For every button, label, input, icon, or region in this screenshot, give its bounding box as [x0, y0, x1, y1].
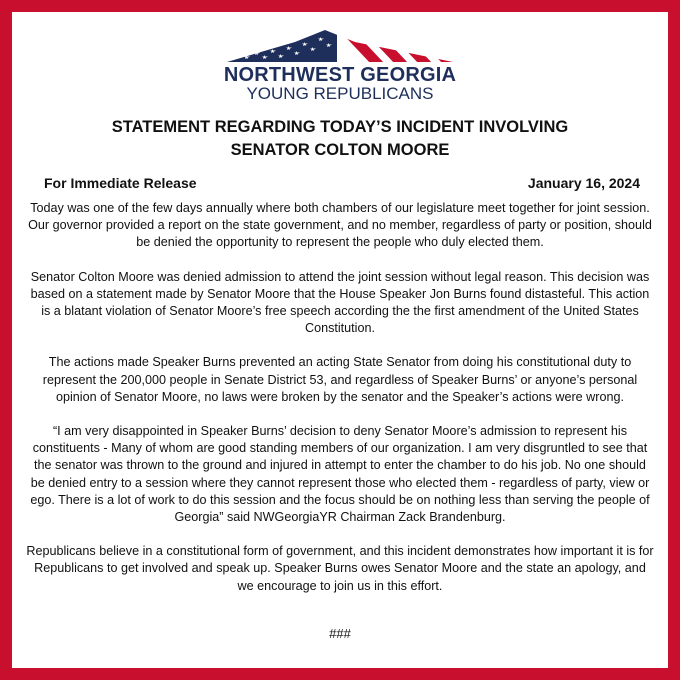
paragraph-2: Senator Colton Moore was denied admission to attend the joint session without legal reason. This decision was based on a statement made by Senator Moore that the House Speaker Jon Burns found distasteful. This action is a blatant violation of Senator Moore’s free speech according the the first amendment of the United States Constitution. — [30, 269, 650, 336]
end-mark: ### — [329, 626, 351, 641]
flag-roof-icon — [225, 28, 455, 64]
title-line-2: SENATOR COLTON MOORE — [230, 141, 450, 159]
title-line-1: STATEMENT REGARDING TODAY’S INCIDENT INVOLVING — [111, 118, 569, 136]
paragraph-4: “I am very disappointed in Speaker Burns’ decision to deny Senator Moore’s admission to represent his constituents - Many of whom are good standing members of our organization. I am very disgruntled to see that the senator was thrown to the ground and injured in attempt to enter the chamber to do his job. No one should be denied entry to a session where they cannot represent those who elected them - regardless of party, view or ego. There is a lot of work to do this session and the focus should be on nothing less than serving the people of Georgia” said NWGeorgiaYR Chairman Zack Brandenburg. — [30, 424, 650, 525]
statement-body — [26, 200, 654, 612]
release-label: For Immediate Release — [44, 175, 197, 191]
statement-title — [12, 116, 668, 162]
paragraph-5: Republicans believe in a constitutional form of government, and this incident demonstrates how important it is for Republicans to get involved and speak up. Speaker Burns owes Senator Moore and the state an apology, and we encourage to join us in this effort. — [26, 544, 654, 593]
org-name: NORTHWEST GEORGIA — [223, 64, 457, 86]
press-release-page — [12, 12, 668, 668]
paragraph-3: The actions made Speaker Burns prevented an acting State Senator from doing his constitutional duty to represent the 200,000 people in Senate District 53, and regardless of Speaker Burns’ or anyone’s personal opinion of Senator Moore, no laws were broken by the senator and the Speaker’s actions were wrong. — [42, 355, 638, 404]
paragraph-1: Today was one of the few days annually where both chambers of our legislature meet together for joint session. Our governor provided a report on the state government, and no member, regardless of party or position, should be denied the opportunity to represent the people who duly elected them. — [28, 201, 652, 250]
release-date: January 16, 2024 — [527, 175, 640, 191]
org-subtitle: YOUNG REPUBLICANS — [246, 84, 434, 103]
